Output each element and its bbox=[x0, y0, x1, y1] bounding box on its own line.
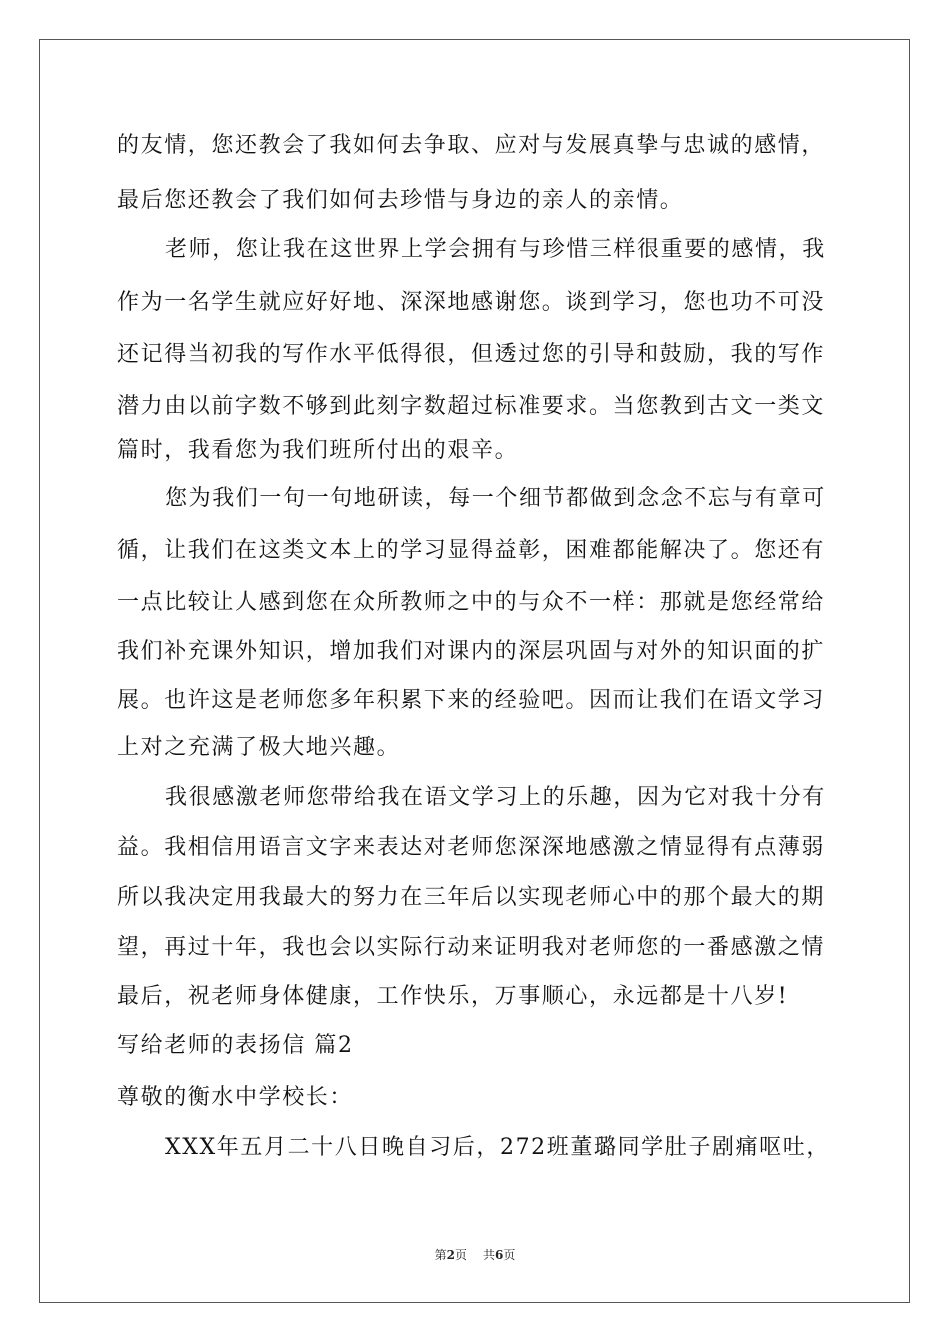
total-label-suffix: 页 bbox=[503, 1248, 516, 1262]
text-line: 展。也许这是老师您多年积累下来的经验吧。因而让我们在语文学习 bbox=[117, 688, 826, 713]
salutation: 尊敬的衡水中学校长： bbox=[117, 1085, 354, 1110]
text-line: 还记得当初我的写作水平低得很，但透过您的引导和鼓励，我的写作 bbox=[117, 342, 826, 367]
page-label-prefix: 第 bbox=[434, 1248, 447, 1262]
paragraph-start: XXX年五月二十八日晚自习后，272班董璐同学肚子剧痛呕吐， bbox=[165, 1135, 830, 1160]
page-label-suffix: 页 bbox=[454, 1248, 467, 1262]
total-label-prefix: 共 bbox=[483, 1248, 496, 1262]
text-line: 上对之充满了极大地兴趣。 bbox=[117, 735, 401, 760]
text-line: 所以我决定用我最大的努力在三年后以实现老师心中的那个最大的期 bbox=[117, 885, 826, 910]
total-page-number: 6 bbox=[495, 1248, 504, 1262]
text-line: 的友情，您还教会了我如何去争取、应对与发展真挚与忠诚的感情， bbox=[117, 133, 826, 158]
page-border bbox=[39, 39, 910, 1303]
text-line: 我们补充课外知识，增加我们对课内的深层巩固与对外的知识面的扩 bbox=[117, 639, 826, 664]
text-line: 循，让我们在这类文本上的学习显得益彰，困难都能解决了。您还有 bbox=[117, 538, 826, 563]
paragraph-start: 老师，您让我在这世界上学会拥有与珍惜三样很重要的感情，我 bbox=[165, 237, 826, 262]
text-line: 篇时，我看您为我们班所付出的艰辛。 bbox=[117, 438, 519, 463]
paragraph-start: 我很感激老师您带给我在语文学习上的乐趣，因为它对我十分有 bbox=[165, 785, 826, 810]
text-line: 益。我相信用语言文字来表达对老师您深深地感激之情显得有点薄弱 bbox=[117, 835, 826, 860]
text-line: 最后，祝老师身体健康，工作快乐，万事顺心，永远都是十八岁! bbox=[117, 984, 789, 1009]
text-line: 一点比较让人感到您在众所教师之中的与众不一样：那就是您经常给 bbox=[117, 590, 826, 615]
section-heading: 写给老师的表扬信 篇2 bbox=[117, 1033, 354, 1058]
text-line: 作为一名学生就应好好地、深深地感谢您。谈到学习，您也功不可没 bbox=[117, 290, 826, 315]
page-footer bbox=[0, 1246, 950, 1263]
text-line: 望，再过十年，我也会以实际行动来证明我对老师您的一番感激之情 bbox=[117, 935, 826, 960]
paragraph-start: 您为我们一句一句地研读，每一个细节都做到念念不忘与有章可 bbox=[165, 486, 826, 511]
text-line: 潜力由以前字数不够到此刻字数超过标准要求。当您教到古文一类文 bbox=[117, 394, 826, 419]
current-page-number: 2 bbox=[446, 1248, 455, 1262]
text-line: 最后您还教会了我们如何去珍惜与身边的亲人的亲情。 bbox=[117, 188, 684, 213]
